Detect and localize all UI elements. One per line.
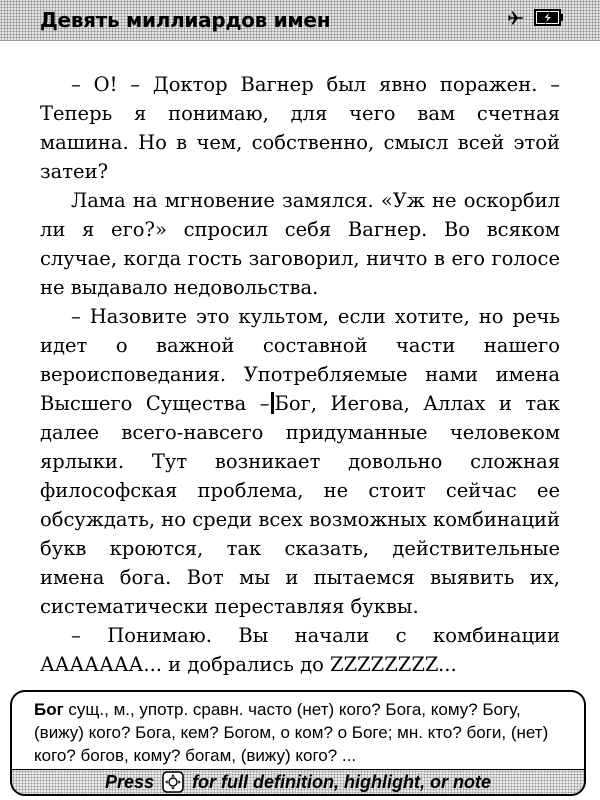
footer-hint: for full definition, highlight, or note [192,772,492,792]
book-title: Девять миллиардов имен [40,8,331,32]
selected-word-context: Бог, Иегова, Аллах и так далее всего-навсего придуманные человеком ярлыки. Тут возникает довольно сложная философская проблема, не стоит сейчас ее обсуждать, но среди всех возможных комбинаций букв кроются, так сказать, действительные имена бога. Вот мы и пытаемся выявить их, систематически переставляя буквы. [40,392,560,618]
dictionary-popup[interactable] [10,690,586,796]
title-bar [0,0,600,41]
dictionary-headword: Бог [34,700,64,719]
dictionary-entry: сущ., м., употр. сравн. часто (нет) кого? Бога, кому? Богу, (вижу) кого? Бога, кем? Богом, о ком? о Боге; мн. кто? боги, (нет) кого? богов, кому? богам, (вижу) кого? ... [34,700,549,765]
five-way-controller-icon [162,771,184,793]
press-label: Press [104,772,155,792]
paragraph [40,302,560,621]
paragraph: Лама на мгновение замялся. «Уж не оскорбил ли я его?» спросил себя Вагнер. Во всяком случае, когда гость заговорил, ничто в его голосе не выдавало недовольства. [40,189,560,299]
text-cursor [271,392,274,414]
dictionary-footer [12,769,584,794]
paragraph-part: – Назовите это культом, если хотите, но речь идет о важной составной части нашего вероисповедания. Употребляемые нами имена Высшего Существа – [40,305,560,415]
dictionary-definition [34,698,570,767]
paragraph: – Понимаю. Вы начали с комбинации ААААААА... и добрались до ZZZZZZZZ... [40,624,560,676]
status-icons [508,9,564,26]
paragraph: – О! – Доктор Вагнер был явно поражен. – Теперь я понимаю, для чего вам счетная машина. Но в чем, собственно, смысл всей этой затеи? [40,73,560,183]
book-text [40,70,560,679]
airplane-mode-icon [508,10,524,26]
battery-charging-icon [534,9,564,26]
